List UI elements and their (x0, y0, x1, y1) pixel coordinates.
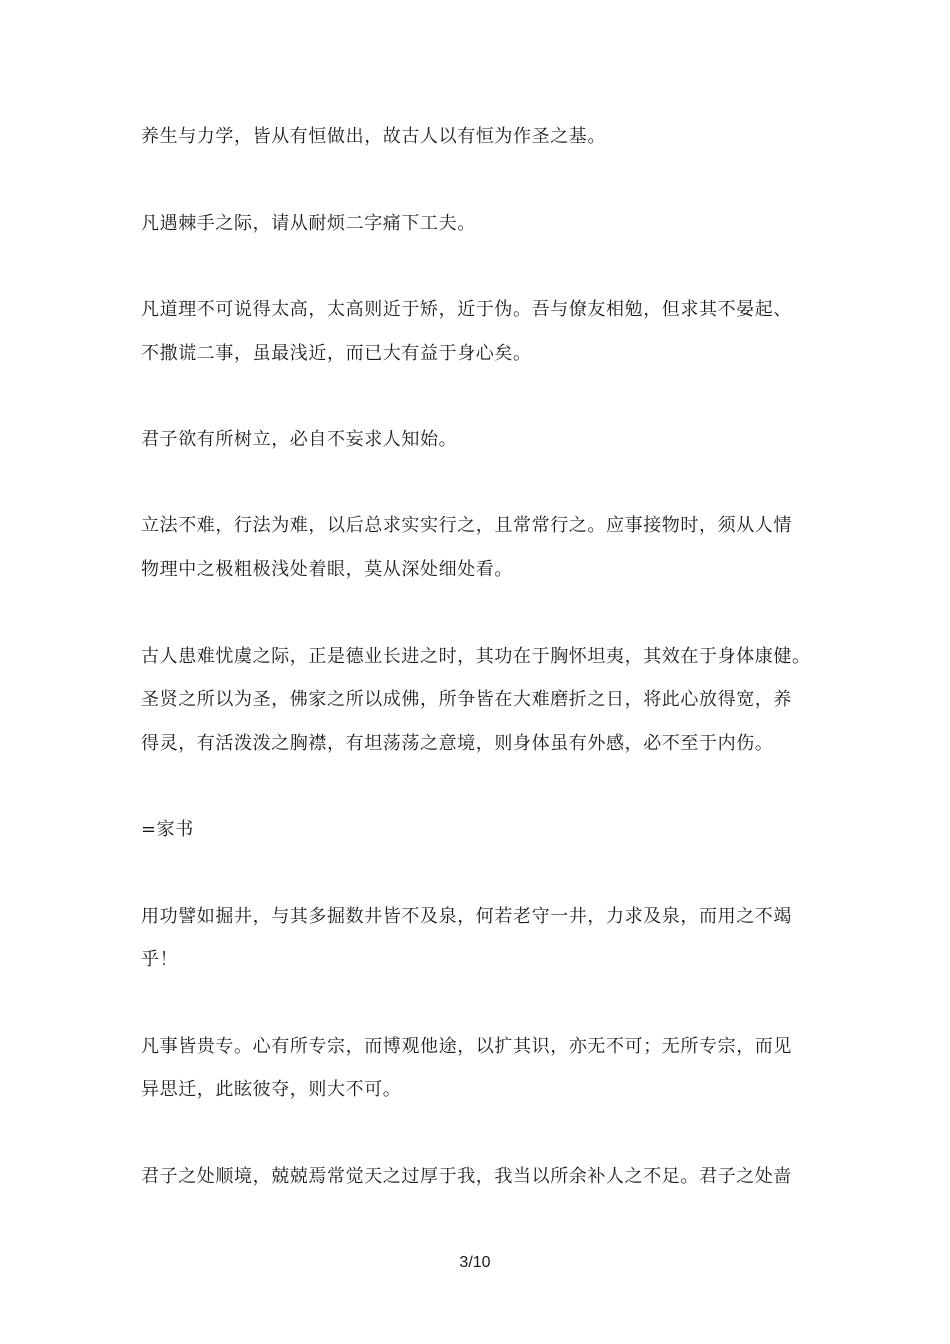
text-line: 不撒谎二事，虽最浅近，而已大有益于身心矣。 (141, 343, 532, 364)
text-line: 得灵，有活泼泼之胸襟，有坦荡荡之意境，则身体虽有外感，必不至于内伤。 (141, 733, 774, 754)
text-line: 立法不难，行法为难，以后总求实实行之，且常常行之。应事接物时，须从人情 (141, 515, 792, 536)
text-line: 凡事皆贵专。心有所专宗，而博观他途，以扩其识，亦无不可；无所专宗，而见 (141, 1036, 792, 1057)
text-line: 用功譬如掘井，与其多掘数井皆不及泉，何若老守一井，力求及泉，而用之不竭 (141, 906, 792, 927)
text-line: 物理中之极粗极浅处着眼，莫从深处细处看。 (141, 559, 513, 580)
section-heading: =家书 (141, 819, 194, 840)
text-line: 君子欲有所树立，必自不妄求人知始。 (141, 429, 458, 450)
text-line: 君子之处顺境，兢兢焉常觉天之过厚于我，我当以所余补人之不足。君子之处啬 (141, 1166, 792, 1187)
text-line: 凡道理不可说得太高，太高则近于矫，近于伪。吾与僚友相勉，但求其不晏起、 (141, 299, 792, 320)
text-line: 异思迁，此眩彼夺，则大不可。 (141, 1079, 402, 1100)
text-line: 圣贤之所以为圣，佛家之所以成佛，所争皆在大难磨折之日，将此心放得宽，养 (141, 689, 792, 710)
text-line: 凡遇棘手之际，请从耐烦二字痛下工夫。 (141, 213, 476, 234)
text-line: 养生与力学，皆从有恒做出，故古人以有恒为作圣之基。 (141, 126, 606, 147)
text-line: 乎！ (141, 949, 179, 970)
page-number: 3/10 (459, 1254, 491, 1271)
text-line: 古人患难忧虞之际，正是德业长进之时，其功在于胸怀坦夷，其效在于身体康健。 (141, 646, 811, 667)
